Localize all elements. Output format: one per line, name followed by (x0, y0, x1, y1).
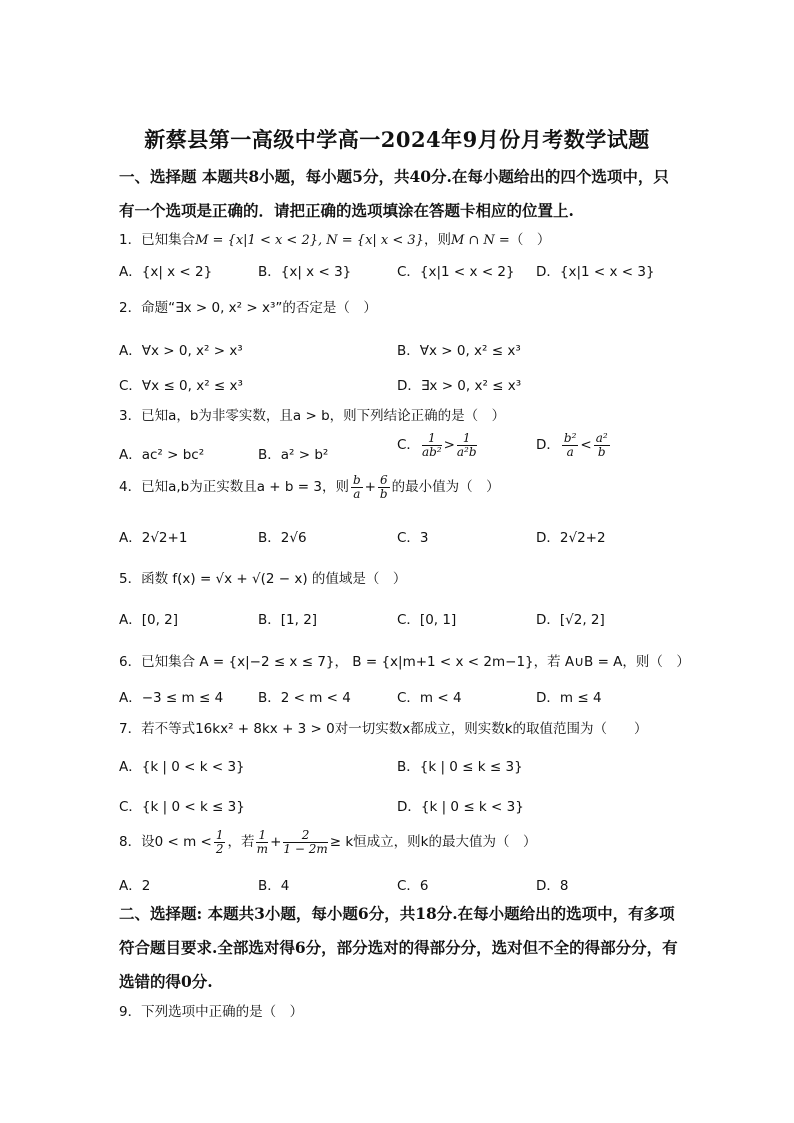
q2-option-d: D．∃x > 0, x² ≤ x³ (397, 378, 522, 394)
q3-option-c (397, 432, 479, 458)
q4-frac1 (351, 474, 363, 500)
section-1-heading: 一、选择题 本题共8小题，每小题5分，共40分.在每小题给出的四个选项中，只有一个选项是正确的．请把正确的选项填涂在答题卡相应的位置上. (119, 167, 669, 220)
q8-frac0-num: 1 (215, 828, 224, 842)
q6-option-a: A．−3 ≤ m ≤ 4 (119, 690, 224, 706)
q8-option-c: C．6 (397, 878, 429, 894)
q3-c-frac1 (422, 432, 442, 458)
question-2: 2．命题“∃x > 0, x² > x³”的否定是（ ） (119, 300, 377, 316)
q3-c-frac2-den: a²b (456, 444, 477, 459)
page-title: 新蔡县第一高级中学高一2024年9月份月考数学试题 (144, 127, 650, 152)
q3-d-frac1 (562, 432, 579, 458)
q3-c-frac2-num: 1 (457, 432, 477, 446)
q8-option-b: B．4 (258, 878, 290, 894)
q8-frac1 (256, 829, 268, 855)
section-2-heading: 二、选择题: 本题共3小题，每小题6分，共18分.在每小题给出的选项中，有多项符合题目要求.全部选对得6分，部分选对的得部分分，选对但不全的得部分分，有选错的得0分. (119, 904, 678, 991)
question-8 (119, 829, 537, 855)
q3-c-op: > (443, 437, 455, 454)
q4-frac2-num: 6 (379, 473, 388, 487)
q5-option-a: A．[0, 2] (119, 612, 179, 628)
q3-option-a: A．ac² > bc² (119, 447, 205, 463)
q3-c-frac2 (457, 432, 477, 458)
q2-option-b: B．∀x > 0, x² ≤ x³ (397, 343, 521, 359)
q4-frac1-den: a (353, 486, 361, 501)
q6-option-d: D．m ≤ 4 (536, 690, 602, 706)
q3-c-label: C． (397, 437, 420, 454)
q4-stem-pre: 4．已知a,b为正实数且a + b = 3，则 (119, 479, 349, 496)
q4-option-c: C．3 (397, 530, 429, 546)
q8-stem-pre: 8．设0 < m < (119, 834, 212, 851)
q3-option-d (536, 432, 612, 458)
q4-stem-post: 的最小值为（ ） (391, 479, 500, 496)
q5-option-c: C．[0, 1] (397, 612, 457, 628)
q6-option-c: C．m < 4 (397, 690, 462, 706)
q1-option-b: B．{x| x < 3} (258, 264, 352, 280)
q2-option-a: A．∀x > 0, x² > x³ (119, 343, 243, 359)
question-6: 6．已知集合 A = {x|−2 ≤ x ≤ 7}， B = {x|m+1 < x < 2m−1}，若 A∪B = A，则（ ） (119, 654, 690, 670)
q5-option-d: D．[√2, 2] (536, 612, 605, 628)
q7-option-a: A．{k | 0 < k < 3} (119, 759, 245, 775)
q3-d-frac2-den: b (597, 444, 606, 459)
q4-option-b: B．2√6 (258, 530, 307, 546)
q2-option-c: C．∀x ≤ 0, x² ≤ x³ (119, 378, 243, 394)
q7-option-c: C．{k | 0 < k ≤ 3} (119, 799, 245, 815)
q4-frac1-num: b (352, 473, 361, 487)
q8-option-a: A．2 (119, 878, 151, 894)
q8-plus: + (270, 834, 282, 851)
q7-option-b: B．{k | 0 ≤ k ≤ 3} (397, 759, 523, 775)
q3-d-frac1-den: a (566, 444, 574, 459)
q1-option-d: D．{x|1 < x < 3} (536, 264, 655, 280)
q3-option-b: B．a² > b² (258, 447, 329, 463)
q8-frac0 (214, 829, 226, 855)
q1-option-c: C．{x|1 < x < 2} (397, 264, 515, 280)
q1-stem-math2: M ∩ N = (450, 233, 510, 248)
q1-stem-math: M = {x|1 < x < 2}, N = {x| x < 3} (195, 233, 424, 248)
question-9: 9．下列选项中正确的是（ ） (119, 1004, 304, 1020)
q8-frac1-num: 1 (258, 828, 267, 842)
q1-option-a: A．{x| x < 2} (119, 264, 213, 280)
q4-plus: + (364, 479, 376, 496)
q1-stem-pre: 1．已知集合 (119, 232, 196, 248)
q3-d-op: < (580, 437, 592, 454)
q3-c-frac1-den: ab² (421, 444, 442, 459)
question-5: 5．函数 f(x) = √x + √(2 − x) 的值域是（ ） (119, 571, 407, 587)
q8-stem-post: ≥ k恒成立，则k的最大值为（ ） (329, 834, 537, 851)
q3-c-frac1-num: 1 (422, 432, 442, 446)
q3-d-frac2 (594, 432, 610, 458)
q8-frac2-den: 1 − 2m (283, 841, 328, 856)
q6-option-b: B．2 < m < 4 (258, 690, 351, 706)
q4-frac2-den: b (379, 486, 388, 501)
q8-frac2 (283, 829, 327, 855)
q8-option-d: D．8 (536, 878, 569, 894)
question-3: 3．已知a，b为非零实数，且a > b，则下列结论正确的是（ ） (119, 408, 506, 424)
question-7: 7．若不等式16kx² + 8kx + 3 > 0对一切实数x都成立，则实数k的取值范围为（ ） (119, 721, 648, 737)
q8-frac1-den: m (256, 841, 268, 856)
q4-option-d: D．2√2+2 (536, 530, 606, 546)
question-1 (119, 228, 550, 248)
q3-d-label: D． (536, 437, 560, 454)
q1-stem-mid: ，则 (423, 232, 451, 248)
q8-frac2-num: 2 (283, 829, 327, 843)
question-4 (119, 474, 500, 500)
q1-stem-post: （ ） (509, 232, 551, 248)
q4-frac2 (378, 474, 390, 500)
q5-option-b: B．[1, 2] (258, 612, 318, 628)
q7-option-d: D．{k | 0 ≤ k < 3} (397, 799, 524, 815)
q4-option-a: A．2√2+1 (119, 530, 188, 546)
q3-d-frac2-num: a² (595, 431, 608, 445)
q8-frac0-den: 2 (215, 841, 224, 856)
q8-stem-mid: ，若 (227, 834, 255, 851)
q3-d-frac1-num: b² (563, 431, 577, 445)
